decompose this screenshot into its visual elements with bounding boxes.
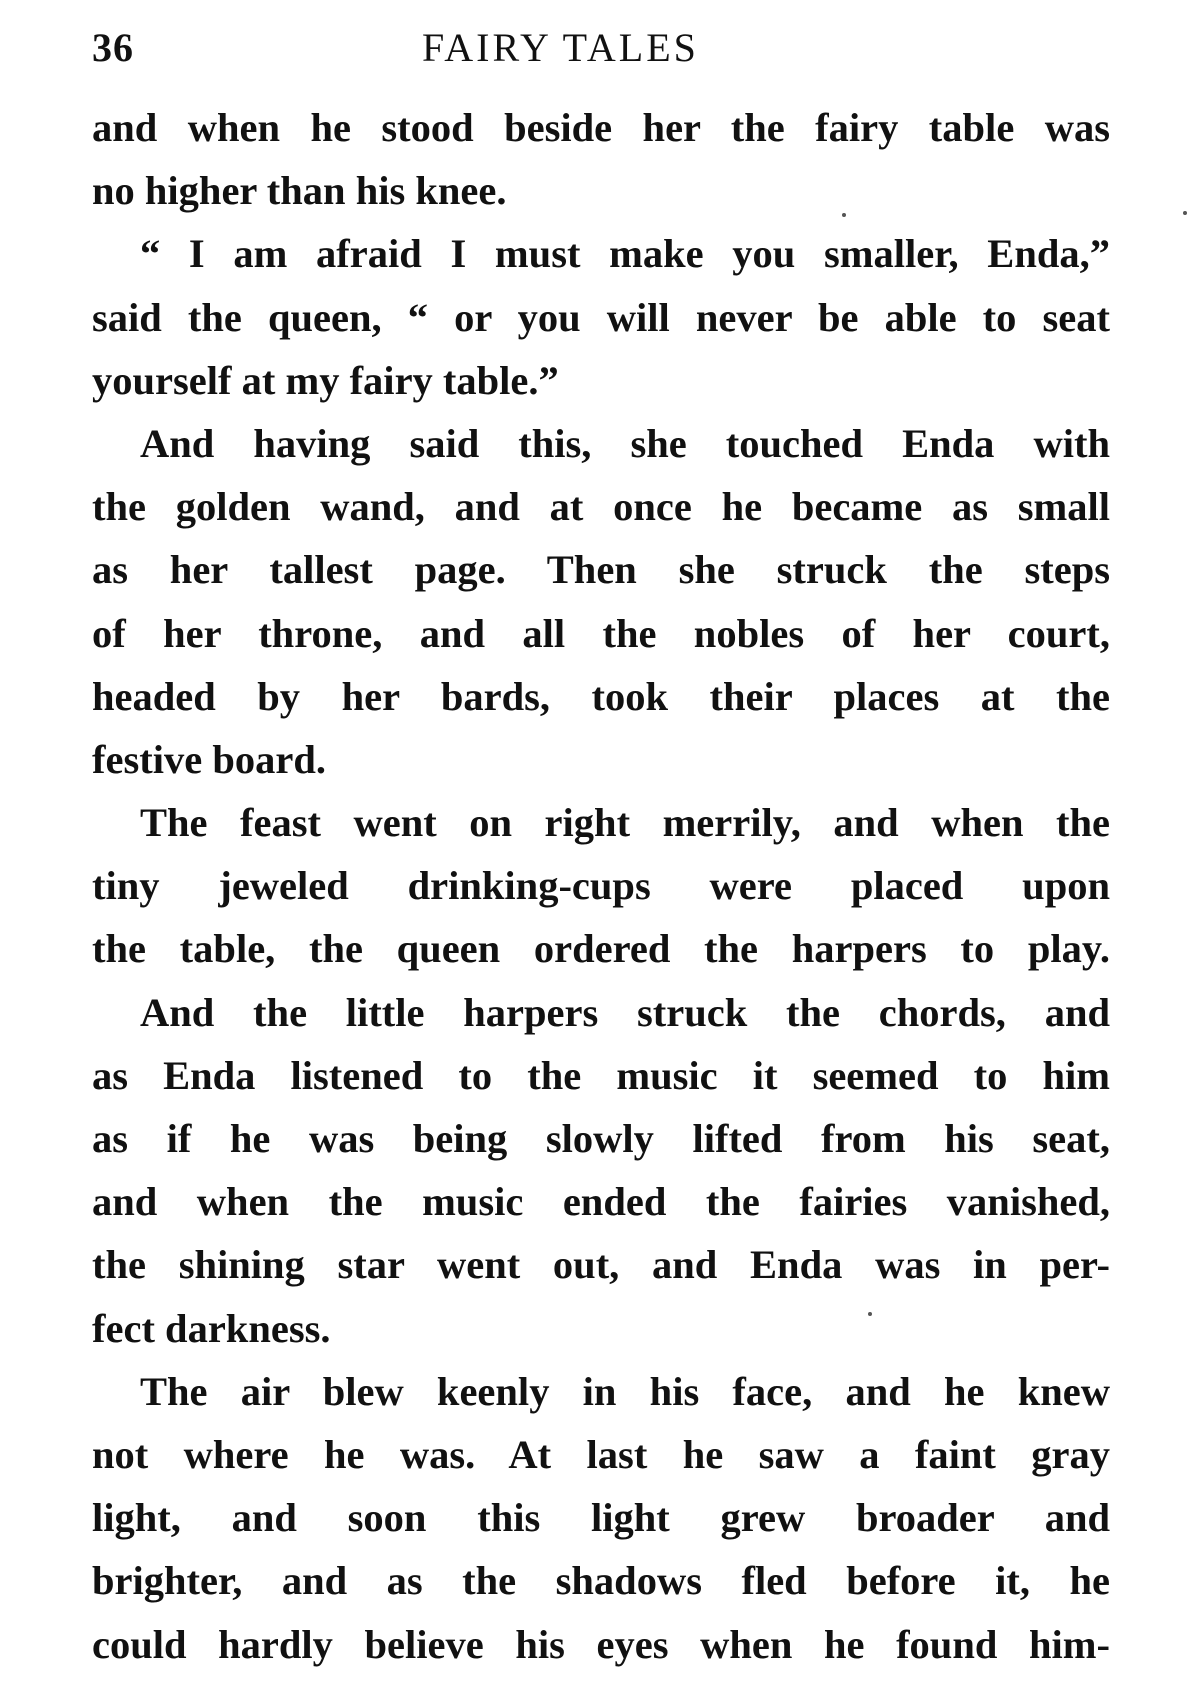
text-line: brighter, and as the shadows fled before it, he [92,1558,1110,1604]
text-line: not where he was. At last he saw a faint gray [92,1431,1110,1477]
print-speck [1183,211,1187,215]
text-line: light, and soon this light grew broader and [92,1495,1110,1541]
text-line: could hardly believe his eyes when he found him- [92,1621,1110,1667]
text-line: of her throne, and all the nobles of her court, [92,610,1110,656]
page-number: 36 [92,25,134,70]
text-line: as if he was being slowly lifted from his seat, [92,1116,1110,1161]
text-line: and when the music ended the fairies vanished, [92,1179,1110,1225]
text-line: the table, the queen ordered the harpers to play. [92,926,1110,972]
text-line: headed by her bards, took their places at the [92,673,1110,719]
text-line: fect darkness. [92,1305,331,1351]
text-line: said the queen, “ or you will never be able to seat [92,294,1110,340]
text-line: as her tallest page. Then she struck the steps [92,547,1110,593]
text-line: festive board. [92,736,326,782]
text-line: tiny jeweled drinking-cups were placed upon [92,863,1110,909]
page-header [92,22,1112,74]
text-line: And the little harpers struck the chords, and [140,989,1110,1035]
text-line: as Enda listened to the music it seemed to him [92,1052,1110,1098]
text-line: and when he stood beside her the fairy table was [92,105,1110,150]
text-line: no higher than his knee. [92,168,507,214]
text-line: “ I am afraid I must make you smaller, Enda,” [140,231,1110,277]
text-line: the shining star went out, and Enda was in per- [92,1242,1110,1288]
running-head-title: FAIRY TALES [422,25,699,70]
text-line: the golden wand, and at once he became as small [92,484,1110,530]
text-line: yourself at my fairy table.” [92,357,559,403]
text-line: The feast went on right merrily, and when the [140,800,1110,846]
text-line: The air blew keenly in his face, and he knew [140,1368,1110,1414]
print-speck [868,1312,872,1316]
body-text [92,96,1110,1676]
print-speck [842,213,846,217]
text-line: And having said this, she touched Enda with [140,420,1110,466]
